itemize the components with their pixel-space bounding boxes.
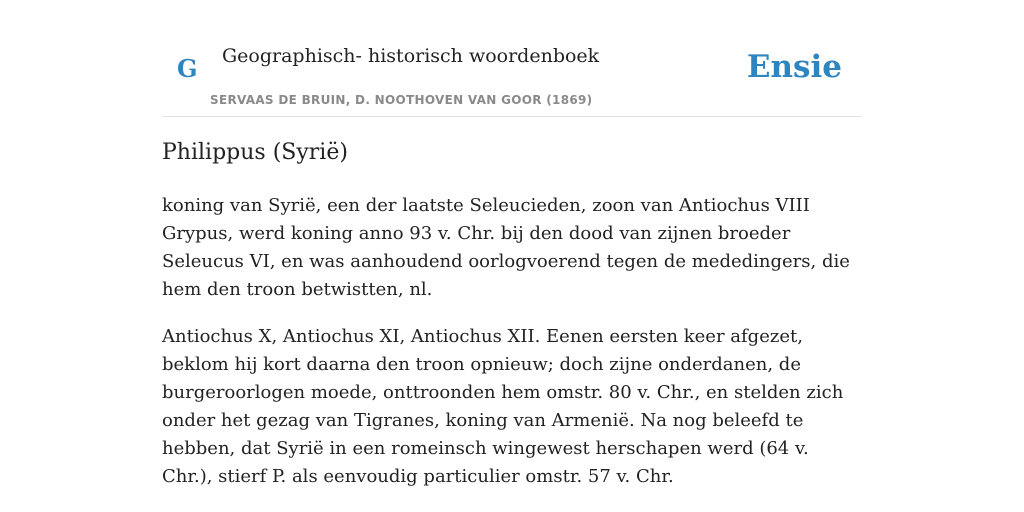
brand-logo-link[interactable]: Ensie: [746, 49, 842, 85]
source-logo[interactable]: G: [177, 54, 198, 83]
source-header: [162, 0, 862, 117]
source-title[interactable]: Geographisch- historisch woordenboek: [222, 45, 600, 67]
page-container: [162, 0, 862, 487]
entry-paragraph: koning van Syrië, een der laatste Seleucieden, zoon van Antiochus VIII Grypus, werd koning anno 93 v. Chr. bij den dood van zijnen broeder Seleucus VI, en was aanhoudend oorlogvoerend tegen de mededingers, die hem den troon betwistten, nl.: [162, 195, 850, 300]
entry-title: Philippus (Syrië): [162, 140, 348, 165]
entry-paragraph: Antiochus X, Antiochus XI, Antiochus XII. Eenen eersten keer afgezet, beklom hij kort daarna den troon opnieuw; doch zijne onderdanen, de burgeroorlogen moede, onttroonden hem omstr. 80 v. Chr., en stelden zich onder het gezag van Tigranes, koning van Armenië. Na nog beleefd te hebben, dat Syrië in een romeinsch wingewest herschapen werd (64 v. Chr.), stierf P. als eenvoudig particulier omstr. 57 v. Chr.: [162, 326, 844, 487]
source-authors: SERVAAS DE BRUIN, D. NOOTHOVEN VAN GOOR (1869): [210, 93, 593, 107]
